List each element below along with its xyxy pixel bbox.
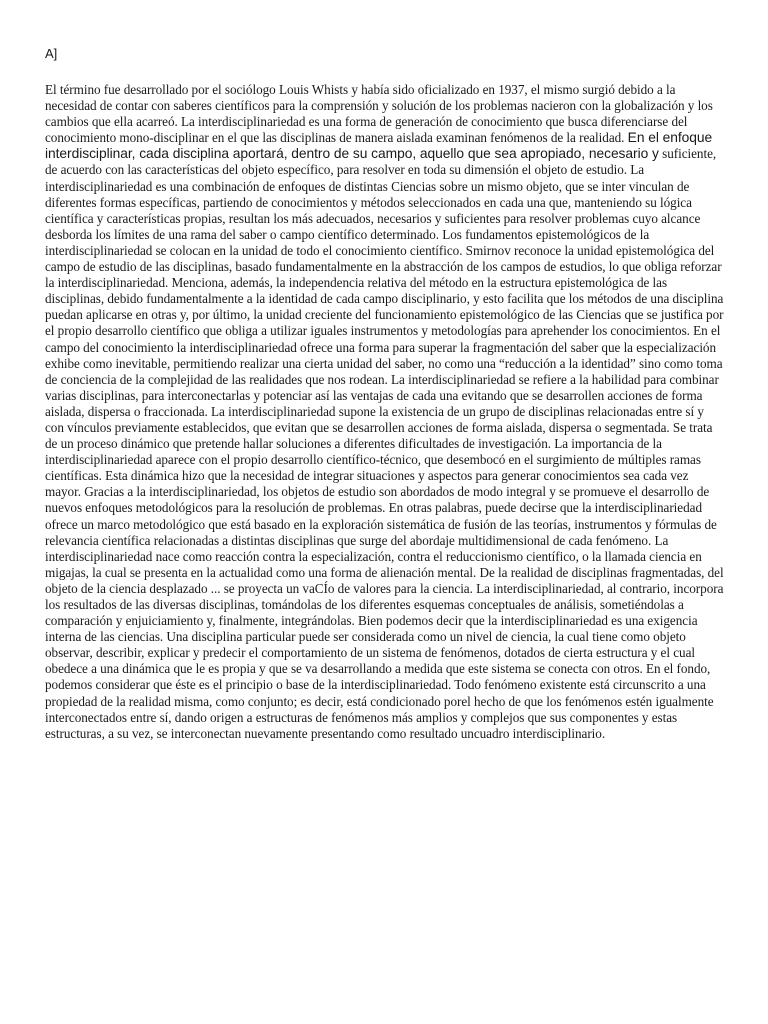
section-heading: A]: [45, 46, 58, 61]
paragraph-segment-main: suficiente, de acuerdo con las características del objeto específico, para resolver en toda su dimensión el objeto de estudio. La interdisciplinariedad es una combinación de enfoques de distintas Ciencias sobre un mismo objeto, que se inter vinculan de diferentes formas específicas, partiendo de conocimientos y métodos seleccionados en cada una que, manteniendo su lógica científica y características propias, resultan los más adecuados, necesarios y suficientes para resolver problemas cuyo alcance desborda los límites de una rama del saber o campo científico determinado. Los fundamentos epistemológicos de la interdisciplinariedad se colocan en la unidad de todo el conocimiento científico. Smirnov reconoce la unidad epistemológica del campo de estudio de las disciplinas, basado fundamentalmente en la abstracción de los campos de estudios, lo que obliga reforzar la interdisciplinariedad. Menciona, además, la independencia relativa del método en la estructura epistemológica de las disciplinas, debido fundamentalmente a la identidad de cada campo disciplinario, y esto facilita que los métodos de una disciplina puedan aplicarse en otras y, por último, la unidad creciente del funcionamiento epistemológico de las Ciencias que se justifica por el propio desarrollo científico que obliga a utilizar iguales instrumentos y metodologías para aprehender los conocimientos. En el campo del conocimiento la interdisciplinariedad ofrece una forma para superar la fragmentación del saber que la especialización exhibe como inevitable, permitiendo realizar una cierta unidad del saber, no como una “reducción a la identidad” sino como toma de conciencia de la complejidad de las realidades que nos rodean. La interdisciplinariedad se refiere a la habilidad para combinar varias disciplinas, para interconectarlas y potenciar así las ventajas de cada una evitando que se desarrollen acciones de forma aislada, dispersa o fraccionada. La interdisciplinariedad supone la existencia de un grupo de disciplinas relacionadas entre sí y con vínculos previamente establecidos, que evitan que se desarrollen acciones de forma aislada, dispersa o segmentada. Se trata de un proceso dinámico que pretende hallar soluciones a diferentes dificultades de investigación. La importancia de la interdisciplinariedad aparece con el propio desarrollo científico-técnico, que desembocó en el surgimiento de múltiples ramas científicas. Esta dinámica hizo que la necesidad de integrar situaciones y aspectos para generar conocimientos sea cada vez mayor. Gracias a la interdisciplinariedad, los objetos de estudio son abordados de modo integral y se promueve el desarrollo de nuevos enfoques metodológicos para la resolución de problemas. En otras palabras, puede decirse que la interdisciplinariedad ofrece un marco metodológico que está basado en la exploración sistemática de fusión de las teorías, instrumentos y fórmulas de relevancia científica relacionadas a distintas disciplinas que surge del abordaje multidimensional de cada fenómeno. La interdisciplinariedad nace como reacción contra la especialización, contra el reduccionismo científico, o la llamada ciencia en migajas, la cual se presenta en la actualidad como una forma de alienación mental. De la realidad de disciplinas fragmentadas, del objeto de la ciencia desplazado ... se proyecta un vaCÍo de valores para la ciencia. La interdisciplinariedad, al contrario, incorpora los resultados de las diversas disciplinas, tomándolas de los diferentes esquemas conceptuales de análisis, sometiéndolas a comparación y enjuiciamiento y, finalmente, integrándolas. Bien podemos decir que la interdisciplinariedad es una exigencia interna de las ciencias. Una disciplina particular puede ser considerada como un nivel de ciencia, la cual tiene como objeto observar, describir, explicar y predecir el comportamiento de un sistema de fenómenos, dotados de cierta estructura y el cual obedece a una dinámica que le es propia y que se va desarrollando a medida que este sistema se conecta con otros. En el fondo, podemos considerar que éste es el principio o base de la interdisciplinariedad. Todo fenómeno existente está circunscrito a una propiedad de la realidad misma, como conjunto; es decir, está condicionado porel hecho de que los fenómenos estén igualmente interconectados entre sí, dando origen a estructuras de fenómenos más amplios y complejos que sus componentes y estas estructuras, a su vez, se interconectan nuevamente presentando como resultado uncuadro interdisciplinario.: [45, 146, 724, 741]
body-paragraph: [45, 82, 725, 742]
paragraph-segment-intro: El término fue desarrollado por el sociólogo Louis Whists y había sido oficializado en 1937, el mismo surgió debido a la necesidad de contar con saberes científicos para la comprensión y solución de los problemas nacieron con la globalización y los cambios que ella acarreó. La interdisciplinariedad es una forma de generación de conocimiento que busca diferenciarse del conocimiento mono-disciplinar en el que las disciplinas de manera aislada examinan fenómenos de la realidad.: [45, 82, 713, 146]
paragraph-segment-sans: En el enfoque interdisciplinar, cada disciplina aportará, dentro de su campo, aquello que sea apropiado, necesario y: [45, 130, 713, 162]
document-page: [45, 46, 725, 742]
